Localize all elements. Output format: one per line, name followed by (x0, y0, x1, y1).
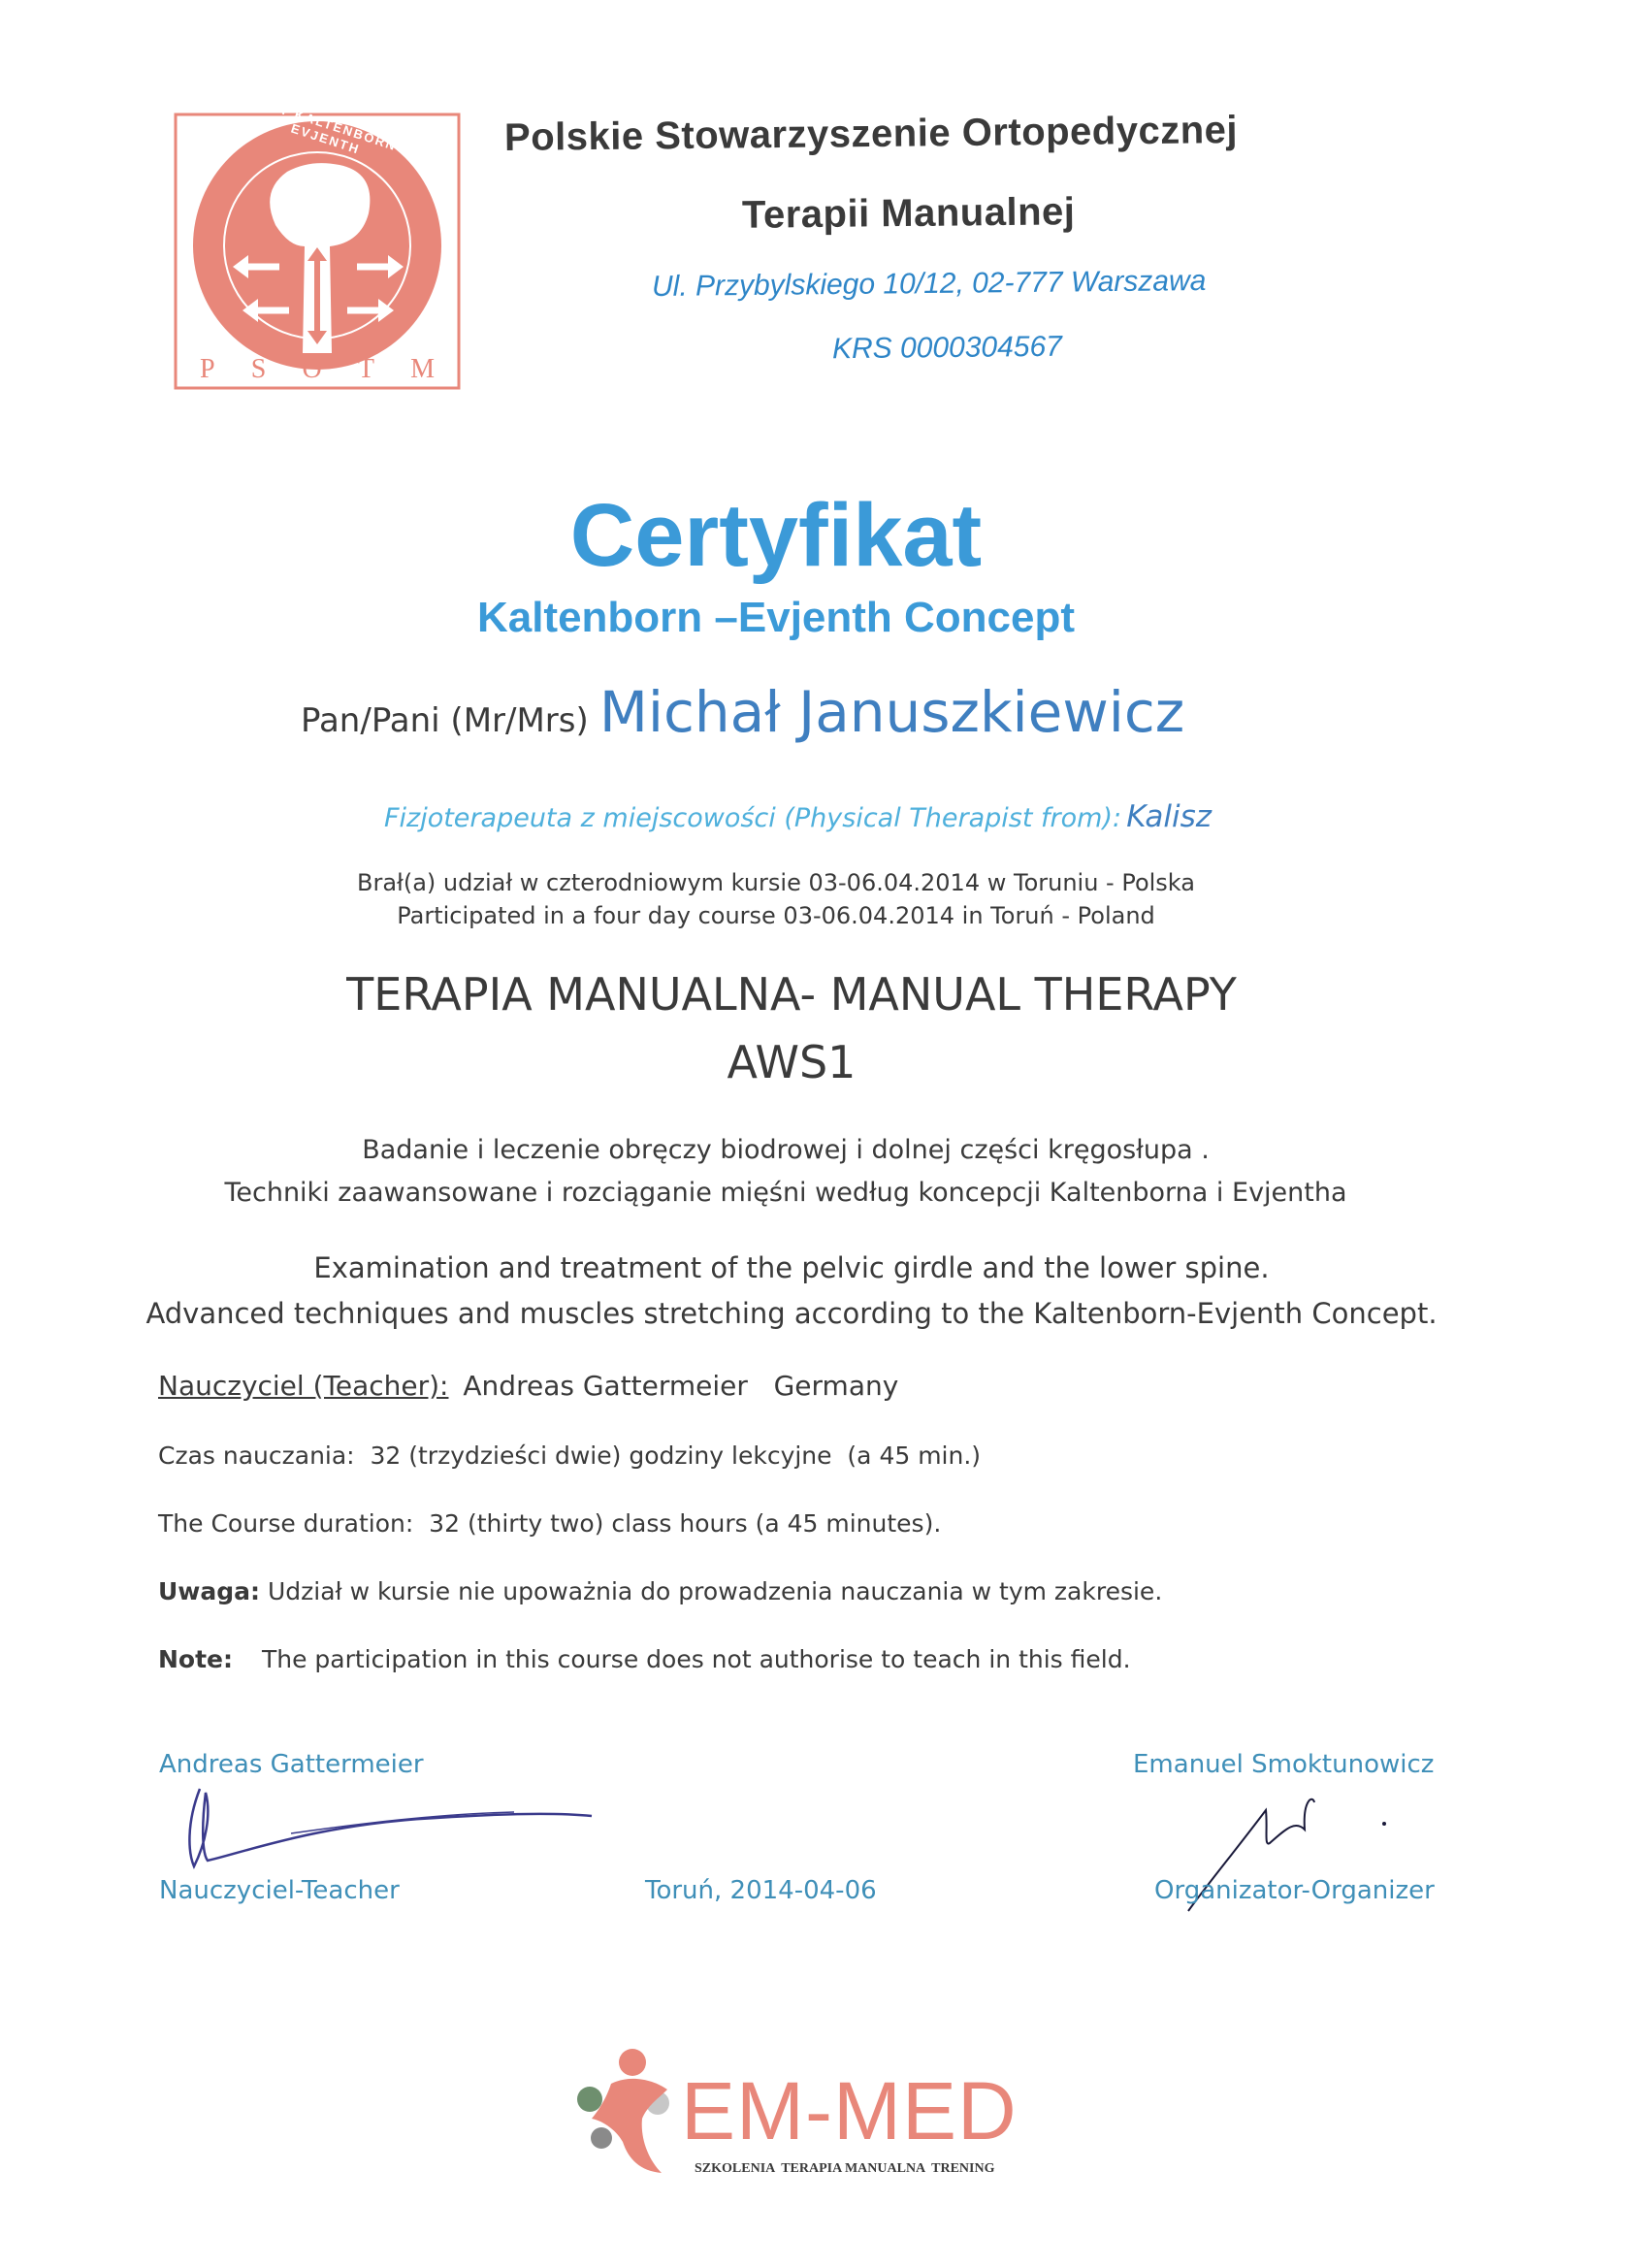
em-med-logo (572, 2045, 1018, 2181)
psotm-logo-graphic (173, 112, 462, 391)
place-date: Toruń, 2014-04-06 (645, 1876, 877, 1905)
logo-letter: M (410, 354, 435, 384)
teacher-role: Nauczyciel-Teacher (159, 1876, 400, 1905)
logo-letter: S (250, 354, 267, 384)
logo-letters (200, 354, 435, 385)
note-pl-text: Udział w kursie nie upoważnia do prowadzenia nauczania w tym zakresie. (267, 1577, 1163, 1605)
teacher-label: Nauczyciel (Teacher): (158, 1370, 449, 1402)
description-en-2: Advanced techniques and muscles stretching according to the Kaltenborn-Evjenth Concept. (146, 1297, 1438, 1330)
logo-letter: O (302, 354, 322, 384)
participation-pl: Brał(a) udział w czterodniowym kursie 03-06.04.2014 w Toruniu - Polska (357, 869, 1195, 896)
profession-city: Kalisz (1126, 799, 1212, 834)
certificate-subtitle: Kaltenborn –Evjenth Concept (476, 594, 1076, 641)
description-pl-1: Badanie i leczenie obręczy biodrowej i dolnej części kręgosłupa . (362, 1135, 1210, 1165)
teaching-time-pl: Czas nauczania: 32 (trzydzieści dwie) godziny lekcyjne (a 45 min.) (158, 1442, 982, 1470)
psotm-logo (173, 94, 462, 391)
teacher-signature-name: Andreas Gattermeier (159, 1750, 424, 1779)
description-pl-2: Techniki zaawansowane i rozciąganie mięśni według koncepcji Kaltenborna i Evjentha (224, 1178, 1347, 1208)
profession-line (384, 799, 1212, 834)
note-pl-label: Uwaga: (158, 1577, 261, 1605)
description-en-1: Examination and treatment of the pelvic girdle and the lower spine. (313, 1251, 1270, 1284)
teacher-value: Andreas Gattermeier Germany (463, 1370, 899, 1402)
teacher-signature-scribble (184, 1785, 601, 1872)
teacher-signature (184, 1785, 601, 1872)
participation-en: Participated in a four day course 03-06.04.2014 in Toruń - Poland (397, 902, 1155, 929)
logo-letter: P (200, 354, 215, 384)
em-med-wordmark: EM-MED (681, 2065, 1018, 2156)
recipient-line (301, 679, 1184, 745)
note-en-label: Note: (158, 1645, 234, 1673)
certificate-title: Certyfikat (569, 486, 983, 585)
org-address: Ul. Przybylskiego 10/12, 02-777 Warszawa (651, 265, 1207, 303)
note-pl (158, 1577, 1162, 1605)
em-med-figure-icon (572, 2045, 689, 2181)
recipient-prefix: Pan/Pani (Mr/Mrs) (301, 701, 589, 740)
org-name-line1: Polskie Stowarzyszenie Ortopedycznej (503, 109, 1239, 159)
teacher-line (158, 1370, 898, 1402)
profession-label: Fizjoterapeuta z miejscowości (Physical Therapist from): (384, 803, 1122, 833)
note-en (158, 1645, 1131, 1673)
org-krs: KRS 0000304567 (831, 330, 1063, 366)
course-title: TERAPIA MANUALNA- MANUAL THERAPY (346, 968, 1237, 1021)
organizer-role: Organizator-Organizer (1154, 1876, 1435, 1905)
org-name-line2: Terapii Manualnej (741, 190, 1076, 237)
recipient-name: Michał Januszkiewicz (598, 679, 1185, 745)
logo-letter: T (357, 354, 374, 384)
organizer-signature-name: Emanuel Smoktunowicz (1133, 1750, 1435, 1779)
em-med-tagline: SZKOLENIA TERAPIA MANUALNA TRENING (695, 2161, 995, 2176)
course-code: AWS1 (727, 1036, 857, 1088)
note-en-text: The participation in this course does not authorise to teach in this field. (261, 1645, 1131, 1673)
teaching-time-en: The Course duration: 32 (thirty two) class hours (a 45 minutes). (158, 1509, 942, 1538)
logo-ring-text: OMT KALTENBORN-EVJENTH (255, 94, 405, 157)
